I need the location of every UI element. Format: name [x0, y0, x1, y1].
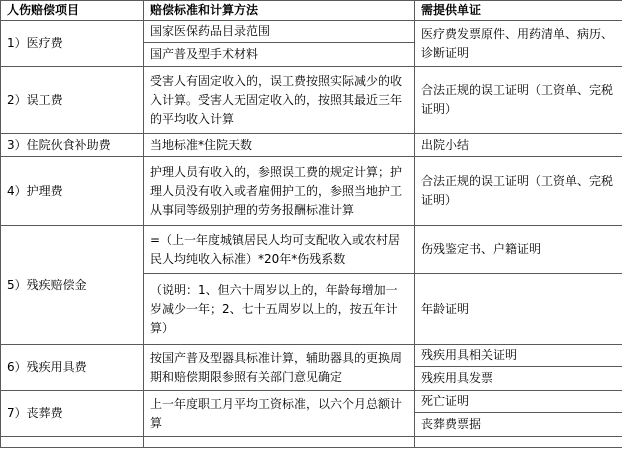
row-item-label: 2）误工费	[1, 67, 144, 134]
method-cell: 国产普及型手术材料	[144, 43, 415, 67]
method-cell: 按国产普及型器具标准计算，辅助器具的更换周期和赔偿期限参照有关部门意见确定	[144, 345, 415, 391]
docs-cell: 合法正规的误工证明（工资单、完税证明）	[415, 157, 622, 226]
method-cell: =（上一年度城镇居民人均可支配收入或农村居民人均纯收入标准）*20年*伤残系数	[144, 226, 415, 274]
header-method: 赔偿标准和计算方法	[144, 1, 415, 21]
row-item-label: 3）住院伙食补助费	[1, 134, 144, 157]
method-cell: 护理人员有收入的，参照误工费的规定计算；护理人员没有收入或者雇佣护工的，参照当地护工从事同等级别护理的劳务报酬标准计算	[144, 157, 415, 226]
method-cell: 上一年度职工月平均工资标准，以六个月总额计算	[144, 391, 415, 437]
docs-cell: 死亡证明	[415, 391, 622, 413]
docs-cell: 出院小结	[415, 134, 622, 157]
docs-cell: 医疗费发票原件、用药清单、病历、诊断证明	[415, 21, 622, 67]
table-row	[1, 67, 622, 134]
table-row	[1, 226, 622, 274]
header-docs: 需提供单证	[415, 1, 622, 21]
docs-cell: 伤残鉴定书、户籍证明	[415, 226, 622, 274]
table-row	[1, 345, 622, 367]
row-item-label: 1）医疗费	[1, 21, 144, 67]
table-row-empty	[1, 437, 622, 448]
method-cell: 当地标准*住院天数	[144, 134, 415, 157]
method-cell: 国家医保药品目录范围	[144, 21, 415, 43]
docs-cell: 年龄证明	[415, 274, 622, 345]
row-item-label: 5）残疾赔偿金	[1, 226, 144, 345]
table-row	[1, 391, 622, 413]
method-cell: 受害人有固定收入的，误工费按照实际减少的收入计算。受害人无固定收入的，按照其最近三年的平均收入计算	[144, 67, 415, 134]
row-item-label: 6）残疾用具费	[1, 345, 144, 391]
header-item: 人伤赔偿项目	[1, 1, 144, 21]
table-row	[1, 134, 622, 157]
table-row	[1, 21, 622, 43]
docs-cell: 丧葬费票据	[415, 413, 622, 437]
row-item-label: 4）护理费	[1, 157, 144, 226]
table-header-row	[1, 1, 622, 21]
table-row	[1, 157, 622, 226]
row-item-label: 7）丧葬费	[1, 391, 144, 437]
docs-cell: 合法正规的误工证明（工资单、完税证明）	[415, 67, 622, 134]
method-cell: （说明：1、但六十周岁以上的，年龄每增加一岁减少一年；2、七十五周岁以上的，按五年计算）	[144, 274, 415, 345]
docs-cell: 残疾用具发票	[415, 367, 622, 391]
docs-cell: 残疾用具相关证明	[415, 345, 622, 367]
